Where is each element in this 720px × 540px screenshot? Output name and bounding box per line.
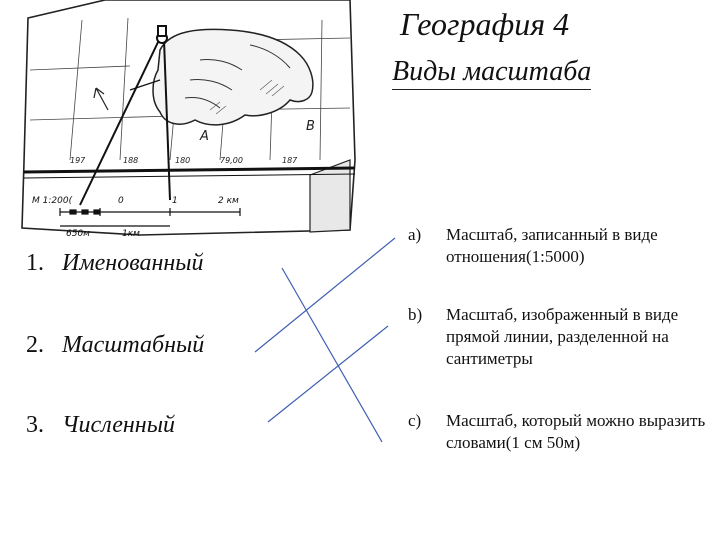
scale-label: M 1:200( bbox=[32, 196, 73, 206]
map-fold bbox=[310, 160, 350, 232]
connector-line bbox=[255, 238, 395, 352]
dividers-icon bbox=[80, 26, 170, 205]
list-item bbox=[26, 412, 175, 439]
list-marker: b) bbox=[408, 305, 423, 324]
arrow-icon bbox=[94, 88, 108, 110]
scale-label: 1 bbox=[172, 196, 178, 206]
map-number: 187 bbox=[282, 156, 298, 165]
scale-label: 1км bbox=[122, 229, 140, 239]
map-number: 197 bbox=[70, 156, 86, 165]
scale-label: 0 bbox=[118, 196, 124, 206]
list-marker: 3. bbox=[26, 412, 44, 438]
page-title: География 4 bbox=[400, 6, 570, 42]
scale-label: 650м bbox=[66, 229, 90, 239]
scale-bar bbox=[60, 208, 240, 226]
scale-label: 2 км bbox=[218, 196, 239, 206]
hand-outline bbox=[153, 29, 313, 124]
list-item-text: Численный bbox=[62, 412, 175, 438]
map-label-b: B bbox=[306, 119, 315, 134]
list-marker: 2. bbox=[26, 332, 44, 358]
map-road bbox=[24, 168, 355, 172]
list-item bbox=[26, 250, 204, 277]
list-item-text: Масштаб, записанный в виде отношения(1:5000) bbox=[446, 225, 658, 266]
connector-line bbox=[268, 326, 388, 422]
list-item-text: Масштабный bbox=[62, 332, 205, 358]
list-item-text: Масштаб, изображенный в виде прямой линии, разделенной на сантиметры bbox=[446, 305, 679, 368]
list-item-text: Именованный bbox=[62, 250, 204, 276]
connector-line bbox=[282, 268, 382, 442]
list-marker: a) bbox=[408, 225, 422, 244]
list-marker: c) bbox=[408, 411, 422, 430]
map-dividers-illustration bbox=[10, 0, 360, 250]
map-number: 188 bbox=[123, 156, 139, 165]
page-subtitle: Виды масштаба bbox=[392, 56, 591, 90]
map-number: 79,00 bbox=[220, 156, 243, 165]
map-label-a: A bbox=[200, 129, 209, 144]
map-number: 180 bbox=[175, 156, 191, 165]
list-item-text: Масштаб, который можно выразить словами(1 см 50м) bbox=[446, 411, 706, 452]
list-item bbox=[26, 332, 204, 359]
list-marker: 1. bbox=[26, 250, 44, 276]
